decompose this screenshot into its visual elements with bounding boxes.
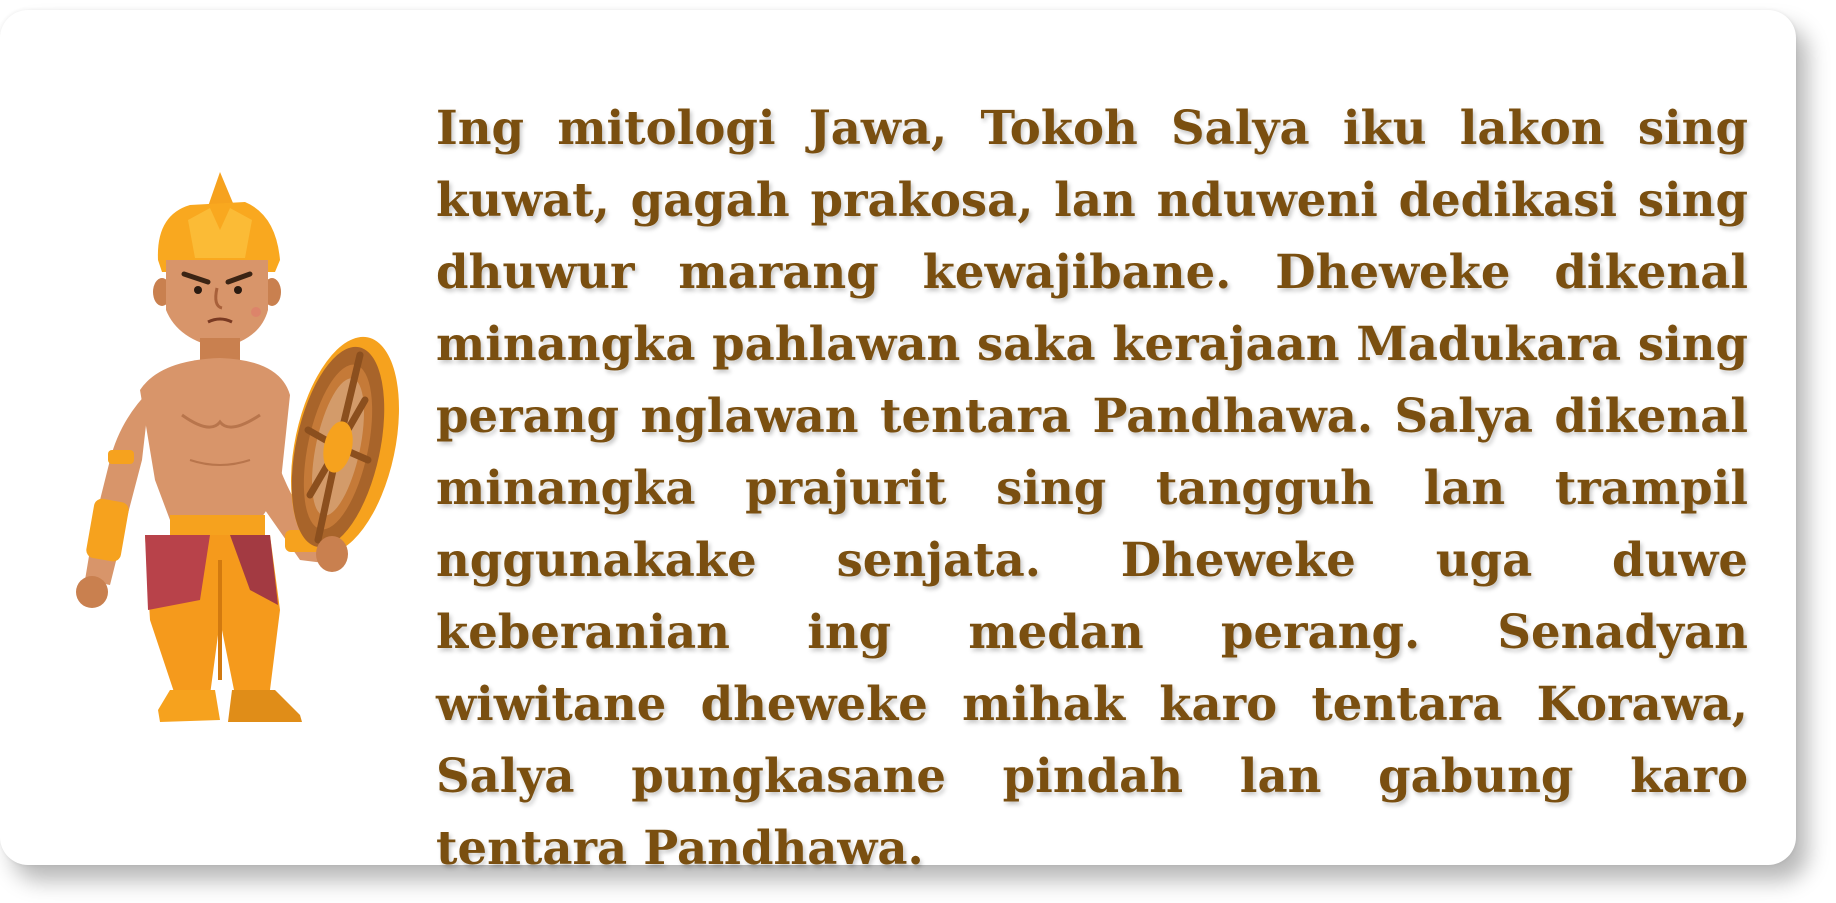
warrior-with-wheel-icon: [70, 160, 410, 750]
story-card: [0, 10, 1796, 875]
story-paragraph: Ing mitologi Jawa, Tokoh Salya iku lakon sing kuwat, gagah prakosa, lan nduweni dedikasi sing dhuwur marang kewajibane. Dheweke dikenal minangka pahlawan saka kerajaan Madukara sing perang nglawan tentara Pandhawa. Salya dikenal minangka prajurit sing tangguh lan trampil nggunakake senjata. Dheweke uga duwe keberanian ing medan perang. Senadyan wiwitane dheweke mihak karo tentara Korawa, Salya pungkasane pindah lan gabung karo tentara Pandhawa.: [436, 100, 1748, 875]
warrior-illustration: [70, 160, 410, 750]
